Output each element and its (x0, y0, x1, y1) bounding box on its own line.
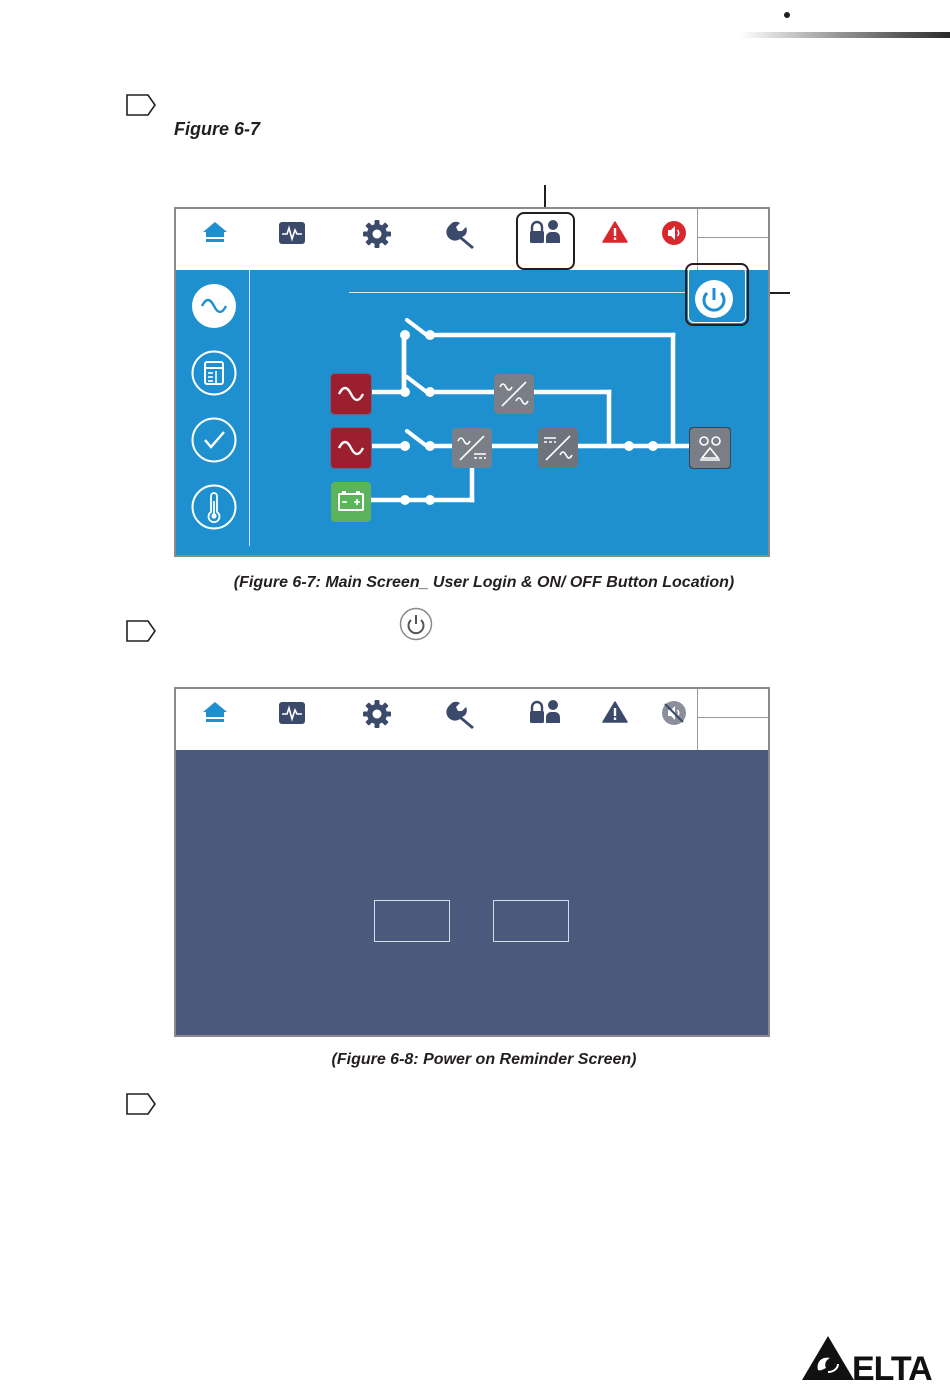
rectifier-icon (450, 426, 494, 470)
caption-figure-6-8: (Figure 6-8: Power on Reminder Screen) (331, 1051, 637, 1068)
toolbar (176, 689, 768, 750)
cancel-button[interactable] (493, 900, 569, 942)
main-screen (174, 207, 770, 557)
header-bullet (784, 12, 790, 18)
measurement-icon[interactable] (278, 221, 306, 245)
static-switch-icon (492, 372, 536, 416)
battery-icon (329, 480, 373, 524)
toolbar (176, 209, 768, 270)
main-source-icon (329, 426, 373, 470)
inline-power-icon (399, 607, 433, 641)
measurement-icon[interactable] (278, 701, 306, 725)
reminder-dialog-area (176, 750, 768, 1035)
load-output-icon (688, 426, 732, 470)
setting-icon[interactable] (362, 699, 392, 729)
bypass-source-icon (329, 372, 373, 416)
buzzer-icon[interactable] (661, 220, 687, 246)
confirm-button[interactable] (374, 900, 450, 942)
inverter-icon (536, 426, 580, 470)
power-on-reminder-screen (174, 687, 770, 1037)
delta-logo-icon (800, 1334, 856, 1382)
mute-icon[interactable] (661, 700, 687, 726)
main-content-area (176, 270, 768, 555)
alarm-icon[interactable] (602, 701, 628, 723)
figure-label: Figure 6-7 (174, 119, 261, 139)
brand-name: ELTA (852, 1350, 932, 1388)
header-gradient-bar (740, 32, 950, 38)
alarm-icon[interactable] (602, 221, 628, 243)
step-tag-icon (126, 1093, 156, 1115)
one-line-diagram (176, 270, 768, 557)
toolbar-status-box (697, 209, 768, 270)
home-icon[interactable] (202, 220, 228, 244)
user-login-icon[interactable] (528, 699, 562, 725)
caption-figure-6-7: (Figure 6-7: Main Screen_ User Login & ON/ OFF Button Location) (233, 574, 735, 591)
user-login-highlight (516, 212, 575, 270)
step-tag-icon (126, 94, 156, 116)
maintenance-icon[interactable] (446, 699, 478, 731)
step-tag-icon (126, 620, 156, 642)
home-icon[interactable] (202, 700, 228, 724)
setting-icon[interactable] (362, 219, 392, 249)
maintenance-icon[interactable] (446, 219, 478, 251)
toolbar-status-box (697, 689, 768, 750)
